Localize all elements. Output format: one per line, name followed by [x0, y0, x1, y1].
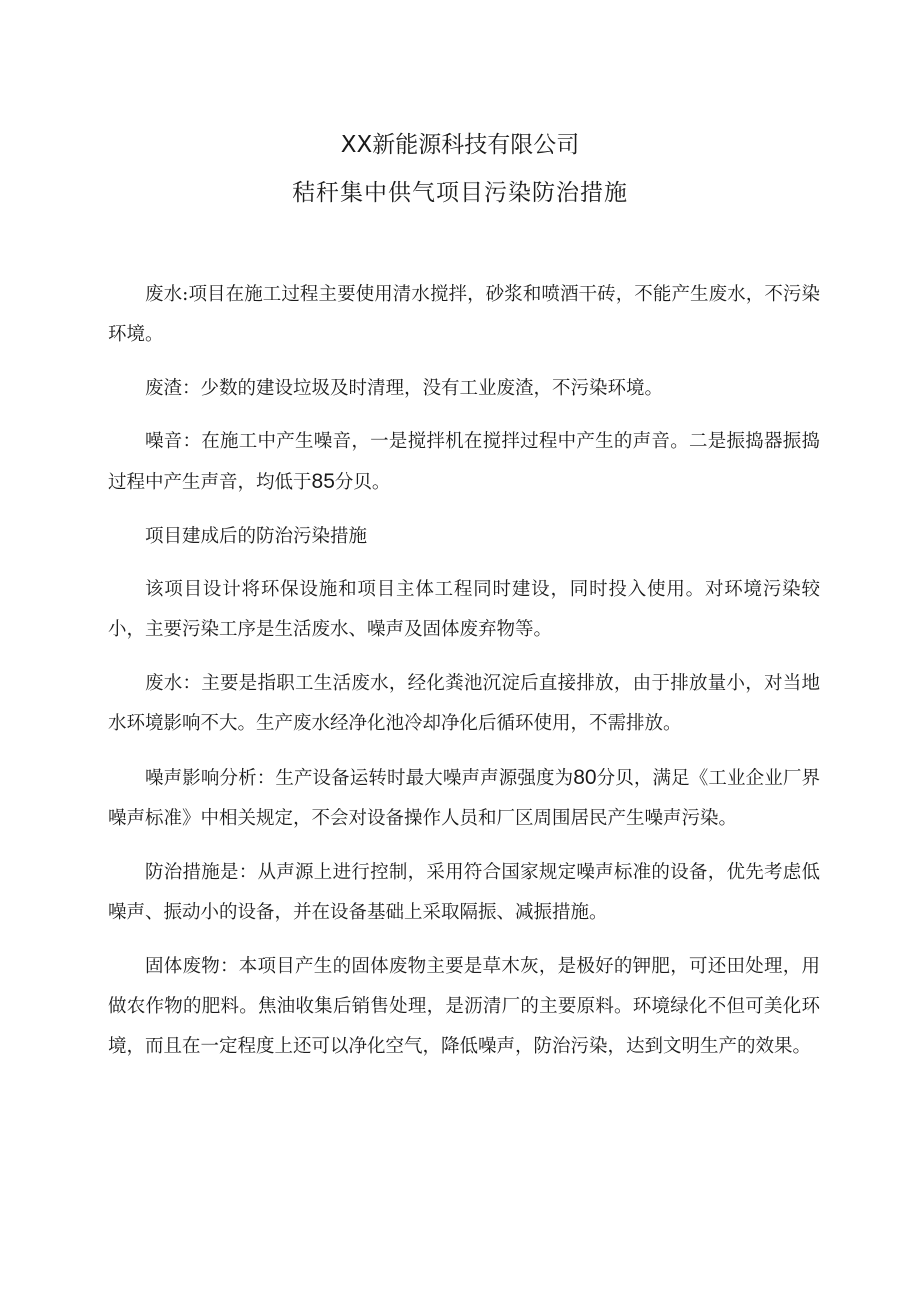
- paragraph-construction-noise: 噪音：在施工中产生噪音，一是搅拌机在搅拌过程中产生的声音。二是振捣器振捣过程中产生声音，均低于85分贝。: [108, 431, 820, 493]
- paragraph-noise-analysis: 噪声影响分析：生产设备运转时最大噪声声源强度为80分贝，满足《工业企业厂界噪声标准》中相关规定，不会对设备操作人员和厂区周围居民产生噪声污染。: [108, 766, 820, 829]
- paragraph-construction-waste-residue: 废渣：少数的建设垃圾及时清理，没有工业废渣，不污染环境。: [145, 378, 664, 399]
- section-heading-post-construction: 项目建成后的防治污染措施: [145, 526, 368, 547]
- document-title: 秸秆集中供气项目污染防治措施: [292, 180, 628, 206]
- document-body: [108, 275, 820, 1081]
- paragraph-construction-wastewater: 废水:项目在施工过程主要使用清水搅拌，砂浆和喷酒干砖，不能产生废水，不污染环境。: [108, 284, 820, 345]
- paragraph-noise-measures: 防治措施是：从声源上进行控制，采用符合国家规定噪声标准的设备，优先考虑低噪声、振动小的设备，并在设备基础上采取隔振、减振措施。: [108, 862, 820, 923]
- company-title: XX新能源科技有限公司: [340, 132, 580, 158]
- paragraph-solid-waste: 固体废物：本项目产生的固体废物主要是草木灰，是极好的钾肥，可还田处理，用做农作物的肥料。焦油收集后销售处理，是沥清厂的主要原料。环境绿化不但可美化环境，而且在一定程度上还可以净化空气，降低噪声，防治污染，达到文明生产的效果。: [108, 956, 820, 1057]
- paragraph-overview: 该项目设计将环保设施和项目主体工程同时建设，同时投入使用。对环境污染较小，主要污染工序是生活废水、噪声及固体废弃物等。: [108, 579, 820, 640]
- paragraph-wastewater: 废水：主要是指职工生活废水，经化粪池沉淀后直接排放，由于排放量小，对当地水环境影响不大。生产废水经净化池冷却净化后循环使用，不需排放。: [108, 673, 820, 734]
